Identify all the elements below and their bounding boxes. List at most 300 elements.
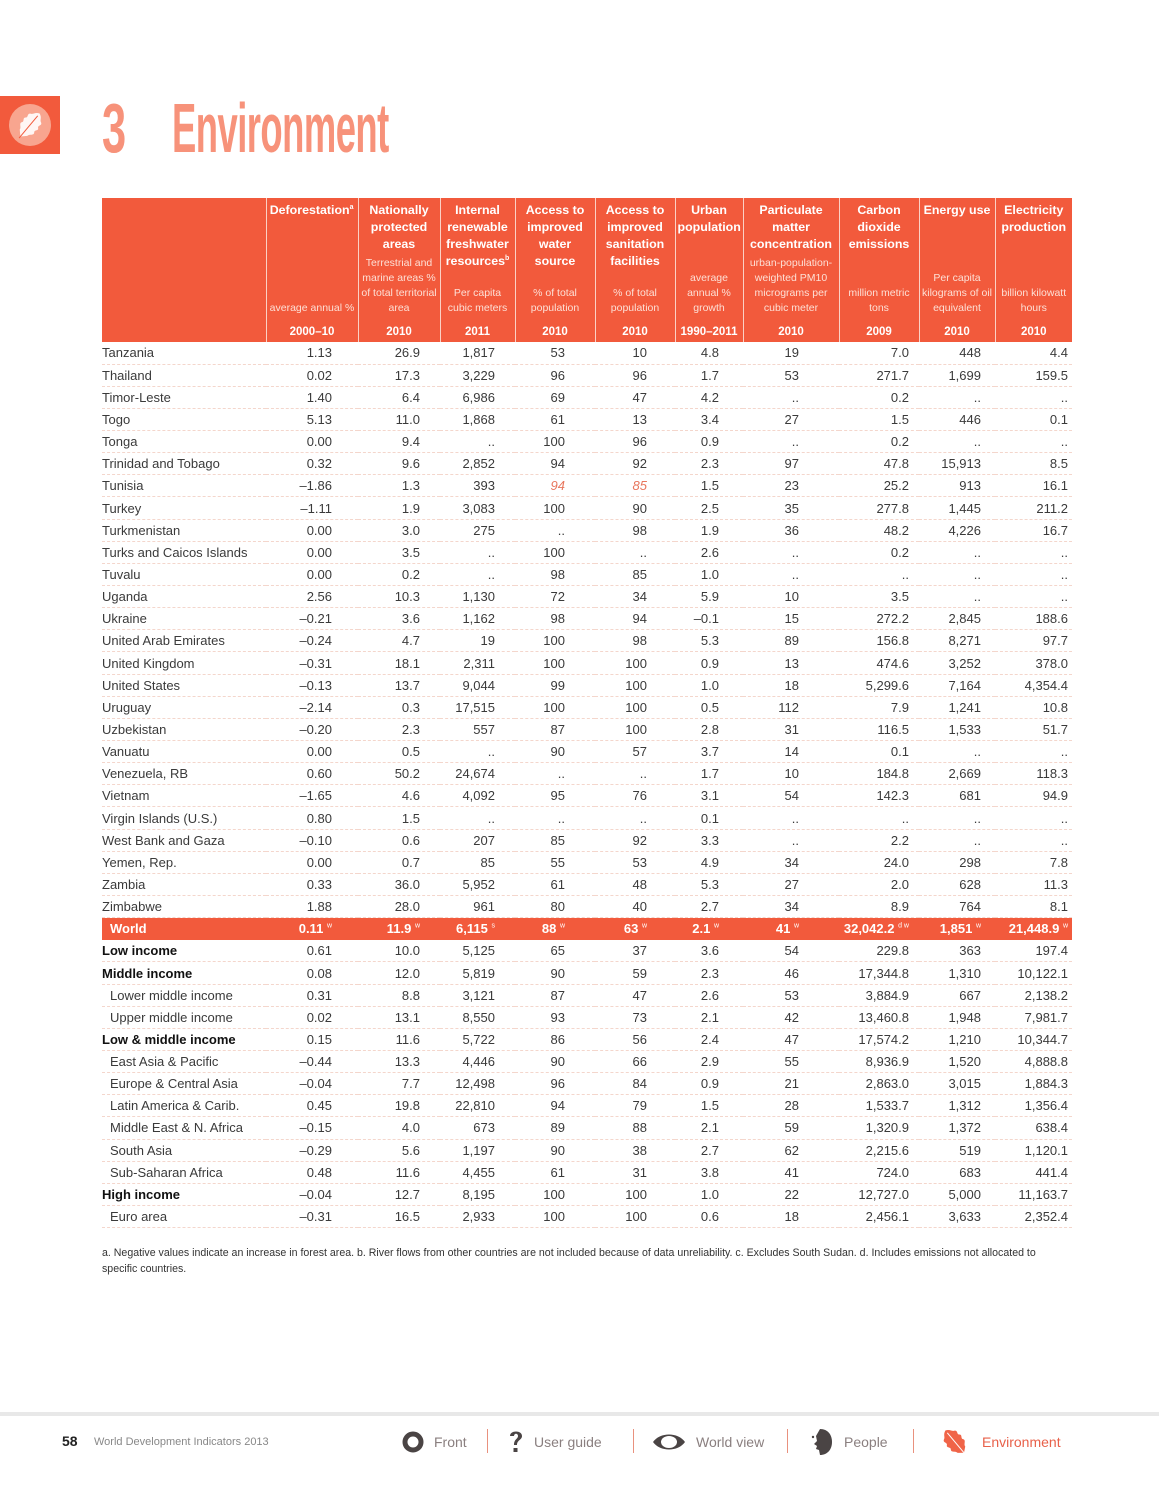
data-cell: .. (995, 386, 1072, 408)
data-cell: 17,515 (440, 696, 515, 718)
data-cell: 0.32 (266, 453, 358, 475)
country-row (102, 696, 1072, 718)
data-cell: 2.6 (675, 541, 743, 563)
data-cell: .. (919, 807, 995, 829)
data-cell: 378.0 (995, 652, 1072, 674)
data-cell: 10.0 (358, 940, 440, 962)
data-cell: 3.3 (675, 829, 743, 851)
data-cell: .. (743, 386, 839, 408)
data-cell: 98 (515, 563, 595, 585)
data-cell: 2.8 (675, 718, 743, 740)
country-row (102, 741, 1072, 763)
country-row (102, 896, 1072, 918)
data-cell: 448 (919, 342, 995, 364)
data-cell: 4.7 (358, 630, 440, 652)
data-cell: 10.3 (358, 586, 440, 608)
data-cell: 1,533 (919, 718, 995, 740)
data-cell: .. (440, 563, 515, 585)
data-cell: 55 (743, 1051, 839, 1073)
world-value (358, 918, 440, 940)
row-label: United Kingdom (102, 652, 266, 674)
data-cell: 0.31 (266, 984, 358, 1006)
world-value (839, 918, 919, 940)
data-cell: 80 (515, 896, 595, 918)
data-cell: 9.6 (358, 453, 440, 475)
country-row (102, 608, 1072, 630)
data-cell: 100 (515, 1205, 595, 1227)
data-cell: 0.6 (358, 829, 440, 851)
data-cell: 1.88 (266, 896, 358, 918)
data-cell: 2.9 (675, 1051, 743, 1073)
data-cell: 85 (595, 563, 675, 585)
row-label: Tunisia (102, 475, 266, 497)
row-label: High income (102, 1183, 266, 1205)
data-cell: 8.1 (995, 896, 1072, 918)
data-cell: 628 (919, 873, 995, 895)
data-cell: 21 (743, 1073, 839, 1095)
data-cell: .. (995, 829, 1072, 851)
nav-separator (633, 1429, 634, 1453)
data-cell: 87 (515, 718, 595, 740)
data-cell: 1.3 (358, 475, 440, 497)
data-cell: 47.8 (839, 453, 919, 475)
data-cell: 31 (595, 1161, 675, 1183)
country-row (102, 785, 1072, 807)
data-cell: 3.5 (358, 541, 440, 563)
data-cell: 5.13 (266, 408, 358, 430)
data-cell: 0.08 (266, 962, 358, 984)
data-cell: .. (839, 563, 919, 585)
data-cell: 0.00 (266, 519, 358, 541)
column-title: Deforestation$^a$ (269, 203, 354, 217)
data-cell: 116.5 (839, 718, 919, 740)
data-cell: 57 (595, 741, 675, 763)
nav-world-view-label: World view (696, 1434, 765, 1450)
data-cell: 94 (515, 1095, 595, 1117)
column-year: 2009 (866, 326, 892, 338)
data-cell: 3,121 (440, 984, 515, 1006)
data-cell: 15,913 (919, 453, 995, 475)
data-cell: .. (743, 829, 839, 851)
chapter-number: 3 (102, 89, 126, 167)
data-cell: .. (440, 741, 515, 763)
column-unit: Per capita kilograms of oil equivalent (921, 272, 993, 314)
country-row (102, 630, 1072, 652)
footnote-marker: w (975, 923, 981, 931)
column-header (919, 198, 995, 342)
data-cell: 0.45 (266, 1095, 358, 1117)
aggregate-row (102, 1161, 1072, 1183)
eye-icon (652, 1431, 686, 1453)
country-row (102, 519, 1072, 541)
data-cell: 0.9 (675, 1073, 743, 1095)
data-cell: 4.2 (675, 386, 743, 408)
data-cell: 4,354.4 (995, 674, 1072, 696)
data-cell: 11,163.7 (995, 1183, 1072, 1205)
column-unit: billion kilowatt hours (1001, 287, 1067, 314)
data-cell: 8,271 (919, 630, 995, 652)
world-value-number: 21,448.9 (1008, 921, 1060, 937)
data-cell: –0.20 (266, 718, 358, 740)
data-cell: 97 (743, 453, 839, 475)
column-title: Access to improved sanitation facilities (605, 203, 665, 268)
data-cell: 12.7 (358, 1183, 440, 1205)
data-cell: 16.7 (995, 519, 1072, 541)
data-cell: 5,819 (440, 962, 515, 984)
data-cell: 1,320.9 (839, 1117, 919, 1139)
world-value (675, 918, 743, 940)
data-cell: –0.10 (266, 829, 358, 851)
data-cell: .. (995, 586, 1072, 608)
data-cell: 1.9 (358, 497, 440, 519)
data-cell: 100 (515, 1183, 595, 1205)
row-label: Europe & Central Asia (102, 1073, 266, 1095)
data-cell: 1.7 (675, 364, 743, 386)
data-cell: 1.40 (266, 386, 358, 408)
world-value-number: 88 (541, 921, 557, 937)
data-cell: 211.2 (995, 497, 1072, 519)
column-header (358, 198, 440, 342)
data-cell: 2,138.2 (995, 984, 1072, 1006)
footnote-marker: w (713, 923, 719, 931)
data-cell: 446 (919, 408, 995, 430)
data-cell: 42 (743, 1006, 839, 1028)
row-label: Zimbabwe (102, 896, 266, 918)
data-cell: 0.60 (266, 763, 358, 785)
data-cell: –0.1 (675, 608, 743, 630)
data-cell: .. (743, 541, 839, 563)
table-body (102, 342, 1072, 1228)
country-row (102, 851, 1072, 873)
data-cell: 90 (515, 1051, 595, 1073)
data-cell: .. (919, 829, 995, 851)
row-label: Tanzania (102, 342, 266, 364)
country-row (102, 342, 1072, 364)
table-header (102, 198, 1072, 342)
data-cell: –0.21 (266, 608, 358, 630)
column-unit: average annual % (269, 302, 355, 314)
row-label: Middle East & N. Africa (102, 1117, 266, 1139)
data-cell: 13.3 (358, 1051, 440, 1073)
data-cell: 0.5 (358, 741, 440, 763)
nav-user-guide-label: User guide (534, 1434, 602, 1450)
nav-separator (487, 1429, 488, 1453)
data-cell: –1.11 (266, 497, 358, 519)
data-cell: 85 (595, 475, 675, 497)
world-value-number: 2.1 (692, 921, 711, 937)
data-cell: –1.86 (266, 475, 358, 497)
footnote-marker: w (641, 923, 647, 931)
data-cell: 6,986 (440, 386, 515, 408)
data-cell: 1,948 (919, 1006, 995, 1028)
data-cell: 2,215.6 (839, 1139, 919, 1161)
data-cell: 25.2 (839, 475, 919, 497)
data-cell: 3.6 (358, 608, 440, 630)
row-label: Middle income (102, 962, 266, 984)
data-cell: 89 (743, 630, 839, 652)
data-cell: 1.0 (675, 674, 743, 696)
country-row (102, 364, 1072, 386)
data-cell: 0.5 (675, 696, 743, 718)
data-cell: .. (595, 541, 675, 563)
nav-user-guide[interactable] (508, 1428, 602, 1456)
data-cell: 13.7 (358, 674, 440, 696)
column-year: 2010 (778, 326, 804, 338)
nav-front-label: Front (434, 1434, 467, 1450)
nav-world-view[interactable] (652, 1428, 764, 1456)
data-cell: 100 (595, 696, 675, 718)
data-cell: 2.5 (675, 497, 743, 519)
data-cell: 2,456.1 (839, 1205, 919, 1227)
nav-environment[interactable] (938, 1428, 1061, 1456)
data-cell: 1,445 (919, 497, 995, 519)
data-cell: –0.31 (266, 652, 358, 674)
data-cell: .. (919, 541, 995, 563)
data-cell: 96 (515, 364, 595, 386)
data-cell: 11.6 (358, 1161, 440, 1183)
data-cell: 2,852 (440, 453, 515, 475)
data-cell: 913 (919, 475, 995, 497)
data-cell: .. (919, 741, 995, 763)
data-cell: 85 (440, 851, 515, 873)
data-cell: 2.7 (675, 896, 743, 918)
data-cell: 16.1 (995, 475, 1072, 497)
row-label: Turks and Caicos Islands (102, 541, 266, 563)
data-cell: 8.8 (358, 984, 440, 1006)
data-cell: 8.9 (839, 896, 919, 918)
data-cell: –2.14 (266, 696, 358, 718)
nav-separator (913, 1429, 914, 1453)
data-cell: 10.8 (995, 696, 1072, 718)
data-cell: 5.3 (675, 873, 743, 895)
row-label: Lower middle income (102, 984, 266, 1006)
data-cell: 0.1 (675, 807, 743, 829)
data-cell: 100 (595, 674, 675, 696)
footer-divider (0, 1412, 1159, 1416)
data-cell: 90 (595, 497, 675, 519)
data-cell: 1,533.7 (839, 1095, 919, 1117)
data-cell: 100 (515, 630, 595, 652)
data-cell: 1,520 (919, 1051, 995, 1073)
data-cell: 85 (515, 829, 595, 851)
data-cell: .. (743, 807, 839, 829)
data-cell: 2.1 (675, 1117, 743, 1139)
data-cell: 90 (515, 1139, 595, 1161)
data-cell: 3.5 (839, 586, 919, 608)
data-cell: 197.4 (995, 940, 1072, 962)
data-cell: 7.8 (995, 851, 1072, 873)
country-row (102, 453, 1072, 475)
row-label: Vanuatu (102, 741, 266, 763)
data-cell: 47 (595, 984, 675, 1006)
footnote-marker: d w (898, 923, 909, 931)
world-value-number: 32,042.2 (843, 921, 895, 937)
data-cell: 673 (440, 1117, 515, 1139)
data-cell: 35 (743, 497, 839, 519)
column-title: Energy use (923, 203, 991, 217)
data-cell: 47 (743, 1028, 839, 1050)
aggregate-row (102, 1183, 1072, 1205)
data-cell: 7,981.7 (995, 1006, 1072, 1028)
data-cell: 53 (743, 984, 839, 1006)
data-cell: 275 (440, 519, 515, 541)
row-label: World (102, 918, 266, 940)
data-cell: 0.3 (358, 696, 440, 718)
nav-front[interactable] (402, 1428, 467, 1456)
data-cell: 36 (743, 519, 839, 541)
data-cell: 1.13 (266, 342, 358, 364)
data-cell: 2,669 (919, 763, 995, 785)
data-cell: 48.2 (839, 519, 919, 541)
data-cell: 4,888.8 (995, 1051, 1072, 1073)
row-label: Turkey (102, 497, 266, 519)
data-cell: 92 (595, 829, 675, 851)
data-cell: 0.00 (266, 563, 358, 585)
data-cell: 56 (595, 1028, 675, 1050)
chapter-badge (0, 96, 60, 154)
data-cell: 59 (743, 1117, 839, 1139)
data-cell: 2,933 (440, 1205, 515, 1227)
data-cell: 5,299.6 (839, 674, 919, 696)
data-cell: 53 (515, 342, 595, 364)
data-cell: 0.1 (839, 741, 919, 763)
data-cell: 36.0 (358, 873, 440, 895)
data-cell: 27 (743, 873, 839, 895)
data-cell: 19.8 (358, 1095, 440, 1117)
data-cell: 1.7 (675, 763, 743, 785)
country-row (102, 829, 1072, 851)
data-cell: 0.7 (358, 851, 440, 873)
data-cell: 54 (743, 940, 839, 962)
data-cell: 1,817 (440, 342, 515, 364)
data-cell: 0.2 (839, 541, 919, 563)
nav-environment-label: Environment (982, 1434, 1061, 1450)
footnote-marker: b (504, 254, 510, 262)
data-cell: .. (440, 431, 515, 453)
oak-leaf-icon (9, 104, 51, 146)
data-cell: 8.5 (995, 453, 1072, 475)
data-cell: 1,241 (919, 696, 995, 718)
world-value (440, 918, 515, 940)
data-cell: 5,722 (440, 1028, 515, 1050)
data-cell: 87 (515, 984, 595, 1006)
data-cell: 3,229 (440, 364, 515, 386)
data-cell: 7.0 (839, 342, 919, 364)
row-label: East Asia & Pacific (102, 1051, 266, 1073)
data-cell: 3.4 (675, 408, 743, 430)
data-cell: 61 (515, 873, 595, 895)
data-cell: 19 (440, 630, 515, 652)
column-header (515, 198, 595, 342)
data-cell: 100 (515, 497, 595, 519)
data-cell: 0.15 (266, 1028, 358, 1050)
footnote-marker: w (326, 923, 332, 931)
data-cell: 100 (595, 1183, 675, 1205)
world-value-number: 6,115 (456, 921, 488, 937)
column-title: Access to improved water source (525, 203, 585, 268)
data-cell: 1.5 (675, 1095, 743, 1117)
data-cell: .. (919, 386, 995, 408)
data-cell: 12,727.0 (839, 1183, 919, 1205)
data-cell: 207 (440, 829, 515, 851)
data-cell: 1,197 (440, 1139, 515, 1161)
data-cell: –0.13 (266, 674, 358, 696)
data-cell: 724.0 (839, 1161, 919, 1183)
data-cell: 50.2 (358, 763, 440, 785)
data-cell: 0.33 (266, 873, 358, 895)
data-cell: 18 (743, 674, 839, 696)
data-cell: 0.9 (675, 431, 743, 453)
row-label: United Arab Emirates (102, 630, 266, 652)
data-cell: 683 (919, 1161, 995, 1183)
data-cell: 1,356.4 (995, 1095, 1072, 1117)
data-cell: .. (743, 563, 839, 585)
row-label: Euro area (102, 1205, 266, 1227)
data-cell: 0.02 (266, 1006, 358, 1028)
data-cell: 4.0 (358, 1117, 440, 1139)
data-cell: 59 (595, 962, 675, 984)
data-cell: 272.2 (839, 608, 919, 630)
data-cell: 34 (595, 586, 675, 608)
data-cell: 100 (515, 696, 595, 718)
data-cell: 0.2 (839, 431, 919, 453)
data-cell: –0.31 (266, 1205, 358, 1227)
row-label: Low income (102, 940, 266, 962)
data-cell: 0.02 (266, 364, 358, 386)
row-label: Zambia (102, 873, 266, 895)
data-cell: .. (995, 807, 1072, 829)
data-cell: 7.7 (358, 1073, 440, 1095)
world-value (919, 918, 995, 940)
nav-people[interactable] (810, 1428, 888, 1456)
data-cell: 0.6 (675, 1205, 743, 1227)
data-cell: 46 (743, 962, 839, 984)
data-cell: 1.0 (675, 563, 743, 585)
row-label: Virgin Islands (U.S.) (102, 807, 266, 829)
data-cell: .. (839, 807, 919, 829)
aggregate-row (102, 962, 1072, 984)
data-cell: 961 (440, 896, 515, 918)
data-cell: 40 (595, 896, 675, 918)
data-cell: 0.2 (839, 386, 919, 408)
data-cell: 3.8 (675, 1161, 743, 1183)
data-cell: 4.9 (675, 851, 743, 873)
row-label: United States (102, 674, 266, 696)
data-cell: 3.6 (675, 940, 743, 962)
column-title: Urban population (677, 203, 741, 234)
data-cell: 2,863.0 (839, 1073, 919, 1095)
data-cell: 11.6 (358, 1028, 440, 1050)
data-cell: 7,164 (919, 674, 995, 696)
column-unit: Terrestrial and marine areas % of total territorial area (361, 257, 437, 314)
data-cell: –1.65 (266, 785, 358, 807)
data-cell: .. (919, 586, 995, 608)
country-row (102, 475, 1072, 497)
data-cell: 3,633 (919, 1205, 995, 1227)
column-year: 2010 (386, 326, 412, 338)
data-cell: 11.3 (995, 873, 1072, 895)
data-cell: 474.6 (839, 652, 919, 674)
data-cell: 0.00 (266, 741, 358, 763)
row-label: Ukraine (102, 608, 266, 630)
environment-indicators-table (102, 198, 1072, 1228)
data-cell: .. (515, 519, 595, 541)
column-header (839, 198, 919, 342)
data-cell: 15 (743, 608, 839, 630)
data-cell: 100 (595, 718, 675, 740)
header-cell-blank (102, 198, 266, 342)
row-label: Trinidad and Tobago (102, 453, 266, 475)
